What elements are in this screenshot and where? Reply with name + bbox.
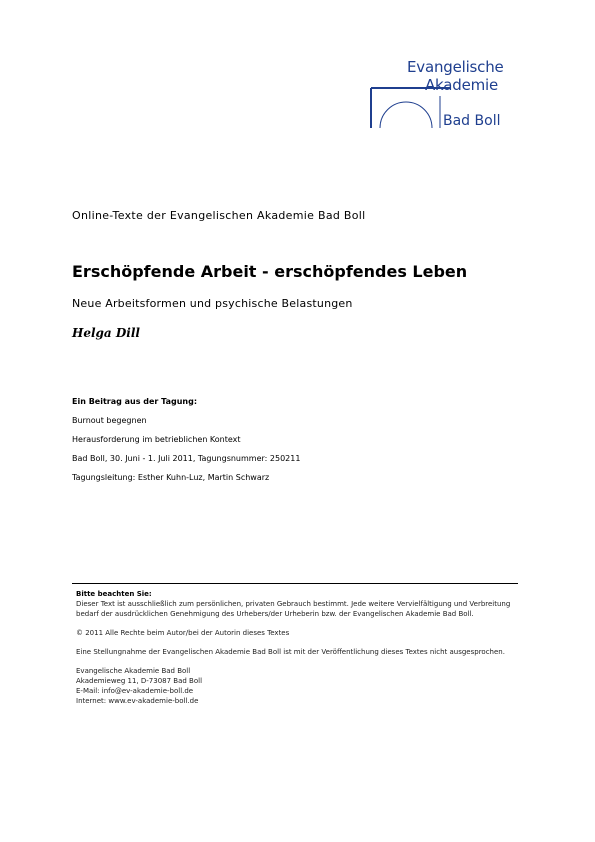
conference-subtitle: Herausforderung im betrieblichen Kontext [72,435,241,444]
document-subtitle: Neue Arbeitsformen und psychische Belastungen [72,297,353,310]
address-line: Evangelische Akademie Bad Boll [76,667,191,675]
website-link[interactable]: Internet: www.ev-akademie-boll.de [76,697,199,705]
copyright-text: © 2011 Alle Rechte beim Autor/bei der Autorin dieses Textes [76,629,290,637]
address-block [76,666,521,706]
logo-arc-icon [370,86,450,128]
conference-label: Ein Beitrag aus der Tagung: [72,397,198,406]
notice-heading: Bitte beachten Sie: [76,590,152,598]
author-name: Helga Dill [72,326,140,340]
document-title: Erschöpfende Arbeit - erschöpfendes Leben [72,262,468,281]
conference-title: Burnout begegnen [72,416,147,425]
notice-block [76,589,521,706]
series-heading: Online-Texte der Evangelischen Akademie Bad Boll [72,209,366,222]
conference-lead: Tagungsleitung: Esther Kuhn-Luz, Martin Schwarz [72,473,270,482]
logo-text-evangelische: Evangelische [407,58,504,76]
conference-info [72,392,300,487]
address-line: Akademieweg 11, D-73087 Bad Boll [76,677,203,685]
conference-date: Bad Boll, 30. Juni - 1. Juli 2011, Tagungsnummer: 250211 [72,454,301,463]
logo-text-bad-boll: Bad Boll [443,113,501,129]
academy-logo [370,58,530,133]
divider [72,583,518,584]
disclaimer-text: Eine Stellungnahme der Evangelischen Akademie Bad Boll ist mit der Veröffentlichung dieses Textes nicht ausgesprochen. [76,648,505,656]
logo-text-akademie: Akademie [425,76,499,94]
notice-body: Dieser Text ist ausschließlich zum persönlichen, privaten Gebrauch bestimmt. Jede weitere Vervielfältigung und Verbreitung bedarf der ausdrücklichen Genehmigung des Urhebers/der Urheberin bzw. der Evangelischen Akademie Bad Boll. [76,600,511,618]
email-link[interactable]: E-Mail: info@ev-akademie-boll.de [76,687,194,695]
